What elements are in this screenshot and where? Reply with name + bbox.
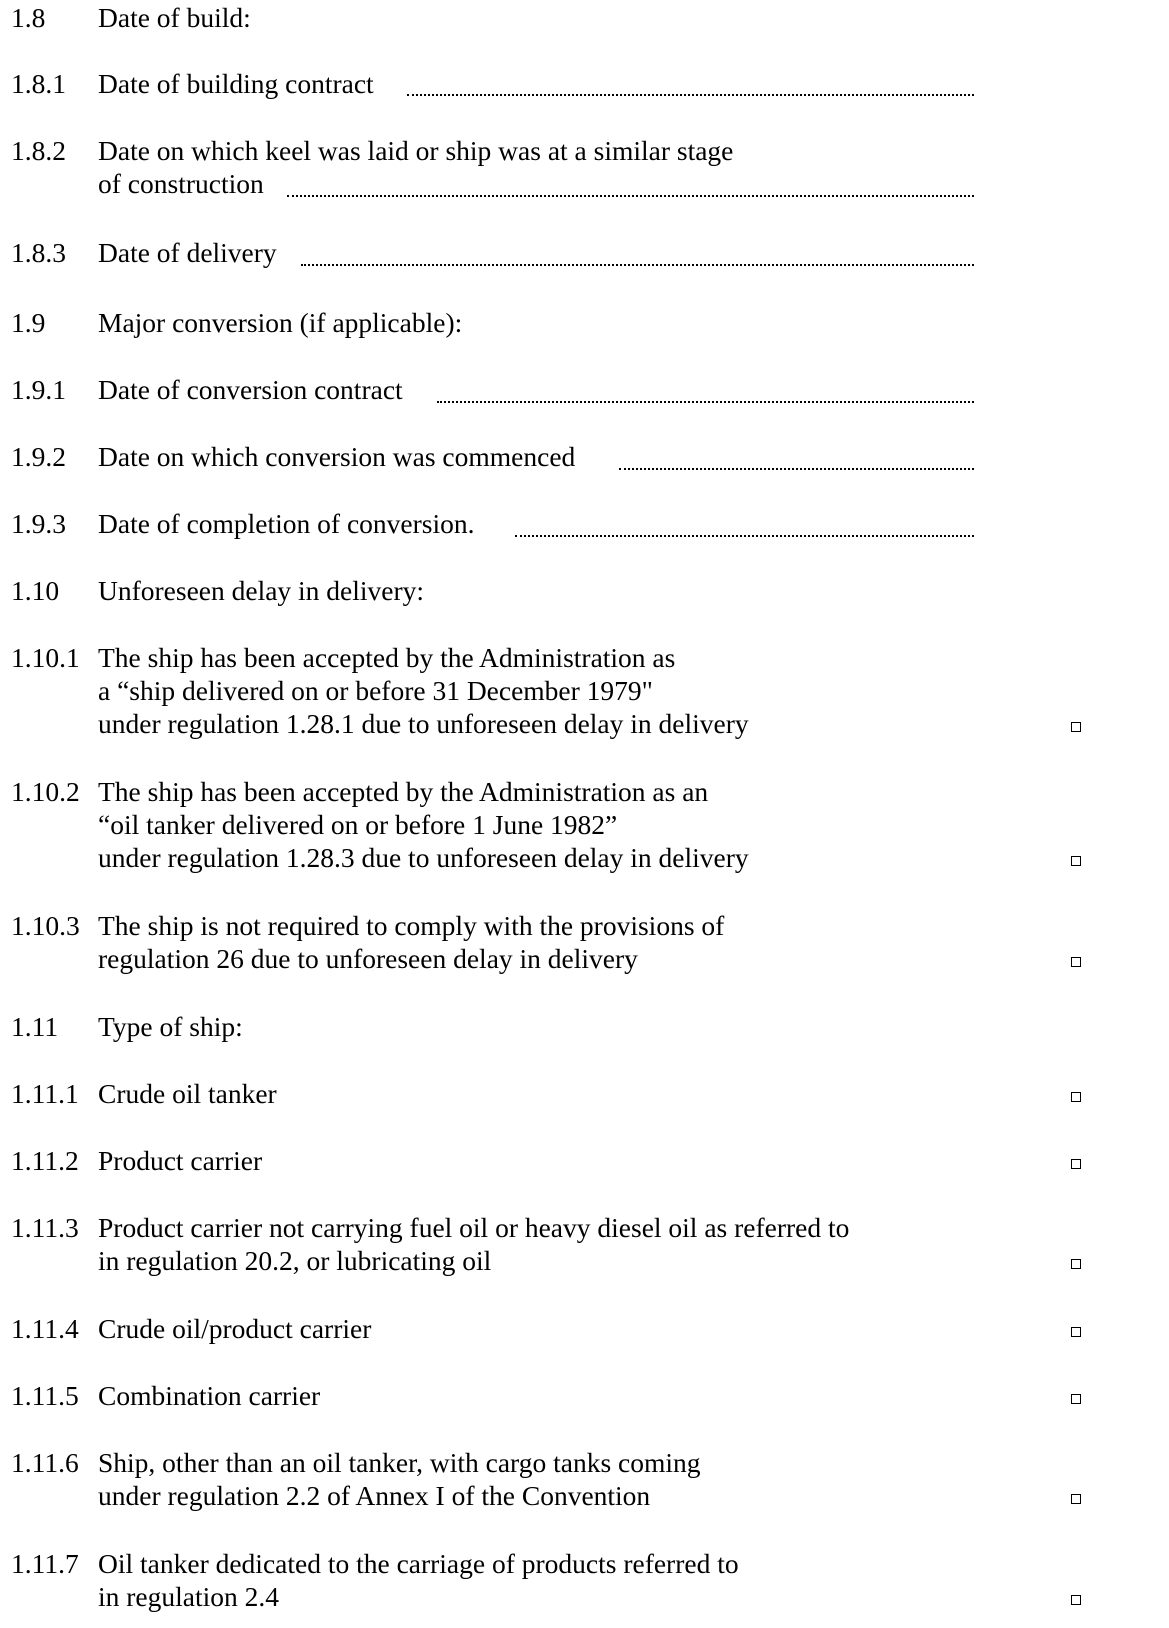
item-number: 1.8.1 [11,68,66,99]
field-label: Date on which conversion was commenced [98,441,576,472]
option-label-line: under regulation 1.28.3 due to unforeseen delay in delivery [98,842,749,873]
conversion-completion-date-field[interactable] [515,535,974,537]
field-label-line: of construction [98,168,264,199]
option-label-line: in regulation 20.2, or lubricating oil [98,1245,492,1276]
crude-oil-product-carrier-checkbox[interactable] [1071,1327,1081,1337]
keel-laid-date-field[interactable] [287,195,974,197]
product-carrier-checkbox[interactable] [1071,1159,1081,1169]
item-number: 1.9.1 [11,374,66,405]
section-heading: Date of build: [98,2,251,33]
item-number: 1.8.3 [11,237,66,268]
item-number: 1.11.2 [11,1145,79,1176]
dedicated-products-tanker-checkbox[interactable] [1071,1595,1081,1605]
option-label: Crude oil tanker [98,1078,277,1109]
not-required-regulation-26-checkbox[interactable] [1071,957,1081,967]
field-label: Date of conversion contract [98,374,403,405]
section-heading: Major conversion (if applicable): [98,307,463,338]
option-label: Crude oil/product carrier [98,1313,372,1344]
option-label-line: “oil tanker delivered on or before 1 June 1982” [98,809,618,840]
item-number: 1.11 [11,1011,59,1042]
option-label-line: Ship, other than an oil tanker, with cargo tanks coming [98,1447,701,1478]
option-label-line: Product carrier not carrying fuel oil or heavy diesel oil as referred to [98,1212,850,1243]
other-ship-cargo-tanks-checkbox[interactable] [1071,1494,1081,1504]
option-label-line: The ship has been accepted by the Administration as [98,642,676,673]
section-heading: Unforeseen delay in delivery: [98,575,425,606]
item-number: 1.8 [11,2,46,33]
item-number: 1.10.2 [11,776,80,807]
item-number: 1.11.3 [11,1212,79,1243]
section-heading: Type of ship: [98,1011,243,1042]
item-number: 1.8.2 [11,135,66,166]
conversion-commenced-date-field[interactable] [619,468,974,470]
option-label-line: regulation 26 due to unforeseen delay in delivery [98,943,638,974]
option-label-line: in regulation 2.4 [98,1581,280,1612]
option-label-line: The ship is not required to comply with the provisions of [98,910,725,941]
field-label: Date of delivery [98,237,277,268]
item-number: 1.11.6 [11,1447,79,1478]
accepted-1982-checkbox[interactable] [1071,856,1081,866]
item-number: 1.11.7 [11,1548,79,1579]
field-label-line: Date on which keel was laid or ship was at a similar stage [98,135,734,166]
accepted-1979-checkbox[interactable] [1071,722,1081,732]
product-carrier-no-fuel-oil-checkbox[interactable] [1071,1259,1081,1269]
item-number: 1.11.5 [11,1380,79,1411]
item-number: 1.10.1 [11,642,80,673]
option-label: Combination carrier [98,1380,321,1411]
item-number: 1.9.2 [11,441,66,472]
option-label-line: The ship has been accepted by the Administration as an [98,776,709,807]
item-number: 1.10.3 [11,910,80,941]
item-number: 1.11.4 [11,1313,79,1344]
option-label-line: under regulation 2.2 of Annex I of the Convention [98,1480,651,1511]
date-of-delivery-field[interactable] [301,264,974,266]
option-label: Product carrier [98,1145,263,1176]
item-number: 1.10 [11,575,60,606]
crude-oil-tanker-checkbox[interactable] [1071,1092,1081,1102]
option-label-line: under regulation 1.28.1 due to unforeseen delay in delivery [98,708,749,739]
option-label-line: a “ship delivered on or before 31 December 1979" [98,675,653,706]
field-label: Date of completion of conversion. [98,508,475,539]
combination-carrier-checkbox[interactable] [1071,1394,1081,1404]
item-number: 1.11.1 [11,1078,79,1109]
field-label: Date of building contract [98,68,374,99]
item-number: 1.9.3 [11,508,66,539]
item-number: 1.9 [11,307,46,338]
date-of-conversion-contract-field[interactable] [437,401,974,403]
date-of-building-contract-field[interactable] [407,94,974,96]
option-label-line: Oil tanker dedicated to the carriage of products referred to [98,1548,739,1579]
